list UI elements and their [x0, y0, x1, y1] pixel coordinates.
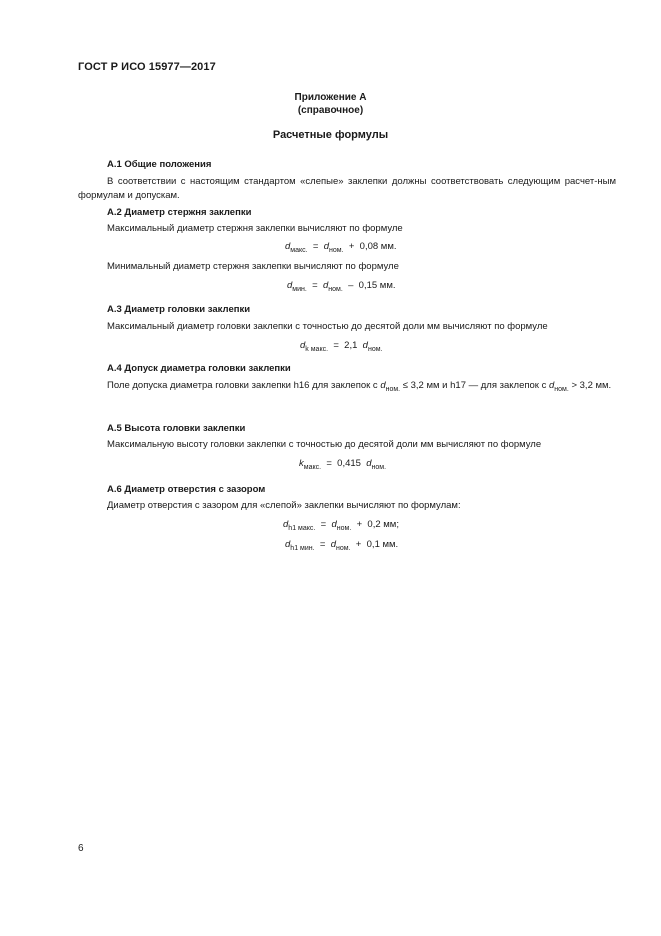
section-a4-text: Поле допуска диаметра головки заклепки h16 для заклепок с $d_{ном.} \le 3,2$ мм и h17 — для заклепок с $d_{ном.} > 3,2$ мм.	[107, 380, 612, 393]
section-a5-intro: Максимальную высоту головки заклепки с точностью до десятой доли мм вычисляют по формуле	[107, 439, 542, 450]
section-a1-heading: А.1 Общие положения	[107, 159, 212, 170]
page-number: 6	[78, 843, 84, 854]
section-a2-intro-max: Максимальный диаметр стержня заклепки вычисляют по формуле	[107, 223, 403, 234]
formula-d-min: $d_{мин.} = d_{ном.} - 0,15$ мм.	[287, 280, 396, 293]
section-a6-intro: Диаметр отверстия с зазором для «слепой» заклепки вычисляют по формулам:	[107, 500, 461, 511]
section-a3-heading: А.3 Диаметр головки заклепки	[107, 304, 251, 315]
section-a5-heading: А.5 Высота головки заклепки	[107, 423, 246, 434]
section-a6-heading: А.6 Диаметр отверстия с зазором	[107, 484, 266, 495]
section-a2-heading: А.2 Диаметр стержня заклепки	[107, 207, 252, 218]
formula-dh1-max: $d_{h1 макс.} = d_{ном.} + 0,2$ мм;	[283, 519, 399, 532]
formula-k-max: $k_{макс.} = 0,415$ $d_{ном.}$	[299, 458, 387, 471]
formula-dk-max: $d_{k макс.} = 2,1$ $d_{ном.}$	[300, 340, 383, 353]
document-header: ГОСТ Р ИСО 15977—2017	[78, 61, 216, 73]
annex-title: Приложение А	[294, 92, 367, 103]
formula-d-max: $d_{макс.} = d_{ном.} + 0,08$ мм.	[285, 241, 397, 254]
annex-type: (справочное)	[297, 105, 364, 116]
section-a3-intro: Максимальный диаметр головки заклепки с точностью до десятой доли мм вычисляют по формуле	[107, 321, 548, 332]
section-a4-heading: А.4 Допуск диаметра головки заклепки	[107, 363, 291, 374]
formula-dh1-min: $d_{h1 мин.} = d_{ном.} + 0,1$ мм.	[285, 539, 399, 552]
annex-heading: Расчетные формулы	[272, 129, 389, 141]
section-a2-intro-min: Минимальный диаметр стержня заклепки вычисляют по формуле	[107, 261, 399, 272]
section-a1-text: В соответствии с настоящим стандартом «слепые» заклепки должны соответствовать следующим расчет-ным формулам и допускам.	[78, 176, 616, 201]
